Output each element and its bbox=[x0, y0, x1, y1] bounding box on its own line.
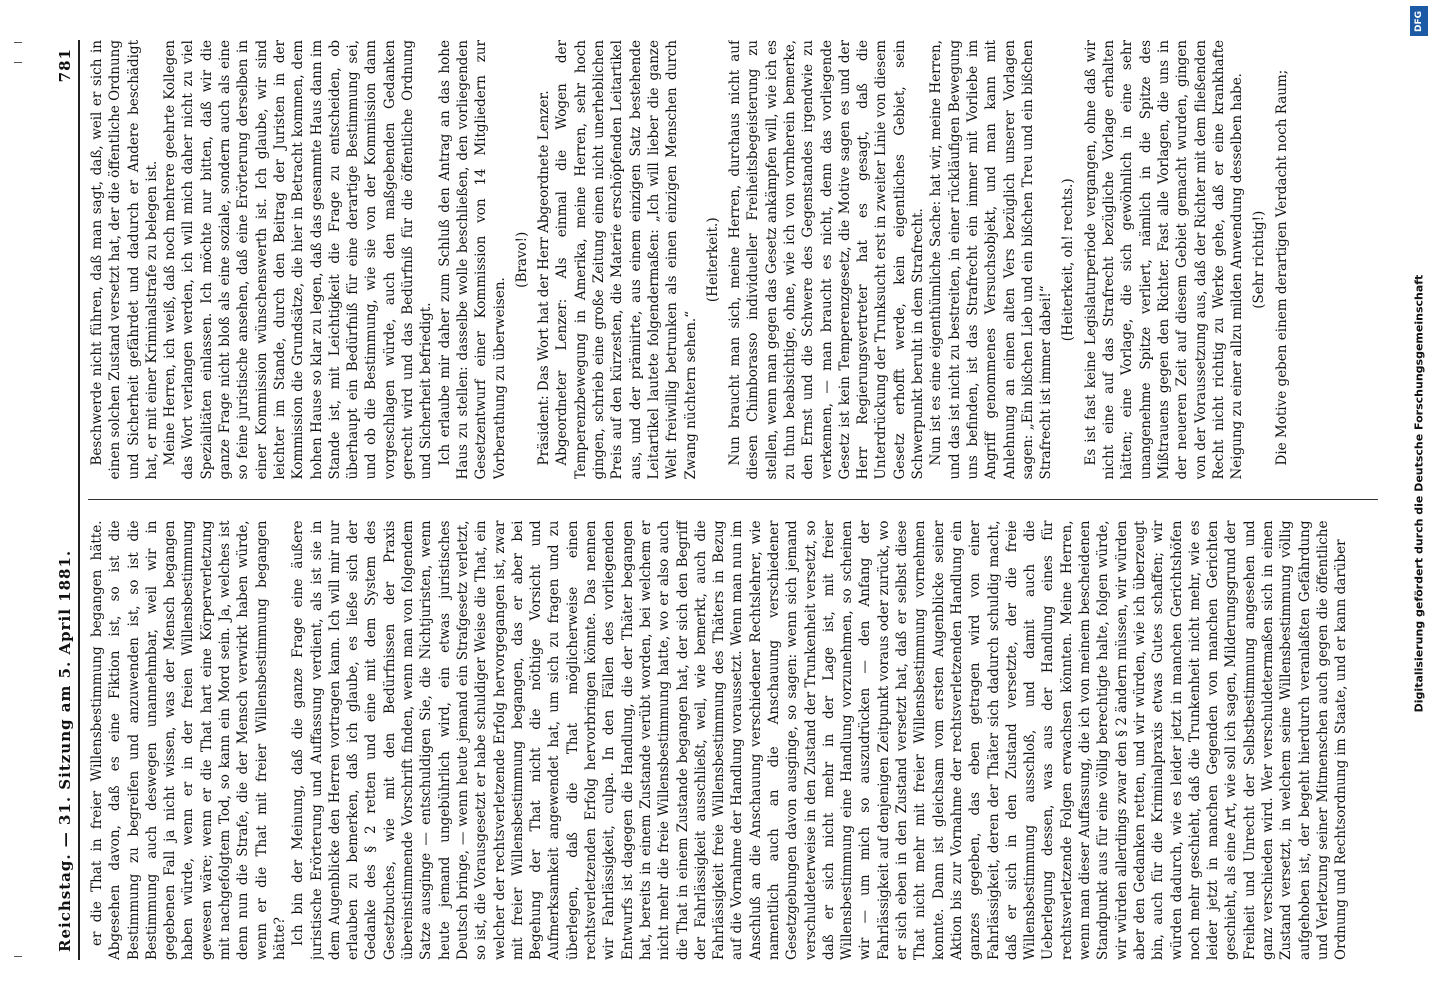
gutter-tick bbox=[14, 42, 22, 43]
left-column-paragraph: Ich bin der Meinung, daß die ganze Frage eine äußere juristische Erörterung und Auffassung verdient, als ist sie in dem Augenblicke den Herren vortragen kann. Ich will mir nur erlauben zu bemerken, daß ich glaube, es ließe sich der Gedanke des § 2 retten und eine mit dem System des Gesetzbuches, wie mit den Bedürfnissen der Praxis übereinstimmende Vorschrift finden, wenn man von folgendem Satze ausginge — entschuldigen Sie, die Nichtjuristen, wenn heute jemand ungebührlich wird, ein etwas juristisches Deutsch bringe, — wenn heute jemand ein Strafgesetz verletzt, so ist, die Vorausgesetzt er habe schuldiger Weise die That, ein welcher der rechtsverletzende Erfolg hervorgegangen ist, zwar mit freier Willensbestimmung begangen, das er aber bei Begehung der That nicht die nöthige Vorsicht und Aufmerksamkeit angewendet hat, um sich zu fragen und zu überlegen, daß die That möglicherweise einen rechtsverletzenden Erfolg hervorbringen könnte. Das nennen wir Fahrlässigkeit, culpa. In den Fällen des vorliegenden Entwurfs ist dagegen die Handlung, die der Thäter begangen hat, bereits in einem Zustande verübt worden, bei welchem er nicht mehr die freie Willensbestimmung hatte, wo er also auch die That in einem Zustande begangen hat, der sich den Begriff der Fahrlässigkeit ausschließt, weil, wie bemerkt, auch die Fahrlässigkeit freie Willensbestimmung des Thäters in Bezug auf die Vornahme der Handlung voraussetzt. Wenn man nun im Anschluß an die Anschauung verschiedener Rechtslehrer, wie namentlich auch an die Anschauung verschiedener Gesetzgebungen davon ausginge, so sagen: wenn sich jemand verschuldeterweise in den Zustand der Trunkenheit versetzt, so daß er sich nicht mehr in der Lage ist, mit freier Willensbestimmung eine Handlung vorzunehmen, so scheinen wir — um mich so auszudrücken — den Anfang der Fahrlässigkeit auf denjenigen Zeitpunkt voraus oder zurück, wo er sich eben in den Zustand versetzt hat, daß er selbst diese That nicht mehr mit freier Willensbestimmung vornehmen konnte. Dann ist gleichsam vom ersten Augenblicke seiner Aktion bis zur Vornahme der rechtsverletzenden Handlung ein ganzes gegeben, das eben getragen wird von einer Fahrlässigkeit, deren der Thäter sich dadurch schuldig macht, daß er sich in den Zustand versetzte, der die freie Willensbestimmung ausschloß, und damit auch die Ueberlegung dessen, was aus der Handlung eines für rechtsverletzende Folgen erwachsen könnten. Meine Herren, wenn man dieser Auffassung, die ich von meinem bescheidenen Standpunkt aus für eine völlig berechtigte halte, folgen würde, wir würden allerdings zwar den § 2 ändern müssen, wir würden aber den Gedanken retten, und wir würden, wie ich überzeugt bin, auch für die Kriminalpraxis etwas Gutes schaffen; wir würden dadurch, wie es leider jetzt in manchen Gerichtshöfen noch mehr geschieht, daß die Trunkenheit nicht mehr, wie es leider jetzt in manchen Gegenden von manchen Gerichten geschieht, als eine Art, wie soll ich sagen, Milderungsgrund der Freiheit und Unrecht der Selbstbestimmung angesehen und ganz verschieden wird. Wer verschuldetermaßen sich in einen Zustand versetzt, in welchem seine Willensbestimmung völlig aufgehoben ist, der begeht hierdurch veranlaßten Gefährdung und Verletzung seiner Mitmenschen auch gegen die öffentliche Ordnung und Rechtsordnung im Staate, und er kann darüber bbox=[290, 520, 1350, 960]
digitization-credit-text: Digitalisierung gefördert durch die Deutsche Forschungsgemeinschaft bbox=[1412, 274, 1426, 713]
right-column-paragraph: Nun braucht man sich, meine Herren, durchaus nicht auf diesen Chimborasso individueller Freiheitsbegeisterung zu stellen, wenn man gegen das Gesetz ankämpfen will, wie ich es zu thun beabsichtige, ohne, wie ich von vornherein bemerke, den Ernst und die Schwere des Gegenstandes irgendwie zu verkennen, — man braucht es nicht, denn das vorliegende Gesetz ist kein Temperenzgesetz, die Motive sagen es und der Herr Regierungsvertreter hat es gesagt, daß die Unterdrückung der Trunksucht erst in zweiter Linie von diesem Gesetz erhofft werde, kein eigentliches Gebiet, sein Schwerpunkt beruht in dem Strafrecht. bbox=[727, 40, 927, 480]
column-divider bbox=[88, 500, 1378, 501]
right-column-paragraph: Ich erlaube mir daher zum Schluß den Antrag an das hohe Haus zu stellen: dasselbe wolle beschließen, den vorliegenden Gesetzentwurf einer Kommission von 14 Mitgliedern zur Vorberathung zu überweisen. bbox=[436, 40, 508, 480]
right-column-paragraph: Beschwerde nicht führen, daß man sagt, daß, weil er sich in einen solchen Zustand versetzt hat, der die öffentliche Ordnung und Sicherheit gefährdet und dadurch er Andere beschädigt hat, er mit einer Kriminalstrafe zu belegen ist. bbox=[89, 40, 160, 480]
header-title: Reichstag. — 31. Sitzung am 5. April 1881. bbox=[56, 549, 74, 952]
gutter-tick bbox=[14, 956, 22, 957]
right-column-paragraph: Es ist fast keine Legislaturperiode vergangen, ohne daß wir nicht eine auf das Strafrecht bezügliche Vorlage erhalten hätten; eine Vorlage, die sich gewöhnlich in eine sehr unangenehme Spitze verliert, nämlich in die Spitze des Mißtrauens gegen den Richter. Fast alle Vorlagen, die uns in der neueren Zeit auf diesem Gebiet gemacht wurden, gingen von der Voraussetzung aus, daß der Richter mit dem fließenden Recht nicht richtig zu Werke gehe, daß er eine krankhafte Neigung zu einer allzu milden Anwendung desselben habe. bbox=[1082, 40, 1246, 480]
laughter-remark: (Heiterkeit.) bbox=[704, 217, 721, 303]
digitization-credit-strip bbox=[1406, 0, 1432, 1000]
laughter-remark-right: (Heiterkeit, oh! rechts.) bbox=[1060, 178, 1077, 342]
dfg-logo: DFG bbox=[1410, 6, 1428, 36]
right-column bbox=[88, 40, 1378, 480]
text-columns bbox=[80, 40, 1378, 960]
left-column bbox=[88, 521, 1378, 961]
bravo-remark: (Bravo!) bbox=[513, 231, 530, 288]
binding-gutter bbox=[0, 0, 30, 1000]
gutter-tick bbox=[14, 62, 22, 63]
president-line: Präsident: Das Wort hat der Herr Abgeordnete Lenzer. bbox=[536, 90, 553, 466]
right-column-last-line: Die Motive geben einem derartigen Verdacht noch Raum; bbox=[1273, 69, 1290, 466]
left-column-paragraph: er die That in freier Willensbestimmung begangen hätte. Abgesehen davon, daß es eine Fiktion ist, so ist die Bestimmung zu begreifen und anzuwenden ist, so ist die Bestimmung auch deswegen unannehmbar, weil wir in gegebenen Fall ja nicht wissen, was der Mensch begangen haben würde, wenn er in der freien Willensbestimmung gewesen wäre; wenn er die That hart eine Körperverletzung mit nachgefolgtem Tod, so kann ein Mord sein. Ja, welches ist denn nun die Strafe, die der Mensch verwirkt haben würde, wenn er die That mit freier Willensbestimmung begangen hätte? bbox=[89, 520, 288, 960]
lenzer-speech-intro: Abgeordneter Lenzer: Als einmal die Wogen der Temperenzbewegung in Amerika, meine Herren, sehr hoch gingen, schrieb eine große Zeitung einen nicht unerheblichen Preis auf den kürzesten, die Materie erschöpfenden Leitartikel aus, und der prämiirte, aus einem einzigen Satz bestehende Leitartikel lautete folgendermaßen: „Ich will lieber die ganze Welt freiwillig betrunken als einen einzigen Menschen durch Zwang nüchtern sehen.“ bbox=[554, 40, 699, 480]
page-number: 781 bbox=[56, 48, 74, 83]
agreement-remark: (Sehr richtig!) bbox=[1251, 210, 1268, 309]
page-header bbox=[56, 40, 80, 960]
right-column-paragraph: Meine Herren, ich weiß, daß noch mehrere geehrte Kollegen das Wort verlangen werden, ich will mich daher nicht zu viel Spezialitäten einlassen. Ich möchte nur bitten, daß wir die ganze Frage nicht bloß als eine soziale, sondern auch als eine so feine juristische ansehen, daß eine Erörterung derselben in einer Kommission wünschenswerth ist. Ich glaube, wir sind leichter im Stande, durch den Beitrag der Juristen in der Kommission die Grundsätze, die hier in Betracht kommen, dem hohen Hause so klar zu legen, daß das gesammte Haus dann im Stande ist, mit Leichtigkeit die Frage zu entscheiden, ob überhaupt ein Bedürfniß für eine derartige Bestimmung sei, und ob die Bestimmung, wie sie von der Kommission dann vorgeschlagen würde, auch den maßgebenden Gedanken gerecht wird und das Bedürfniß für die öffentliche Ordnung und Sicherheit befriedigt. bbox=[162, 40, 435, 480]
right-column-paragraph: Nun ist es eine eigenthümliche Sache: hat wir, meine Herren, und das ist nicht zu bestreiten, in einer rückläufigen Bewegung uns befinden, ist das Strafrecht ein immer mit Vorliebe im Angriff genommenes Versuchsobjekt, und man kann mit Anlehnung an einen alten Vers bezüglich unserer Vorlagen sagen: „Ein bißchen Lieb und ein bißchen Treu und ein bißchen Strafrecht ist immer dabei!“ bbox=[928, 40, 1055, 480]
